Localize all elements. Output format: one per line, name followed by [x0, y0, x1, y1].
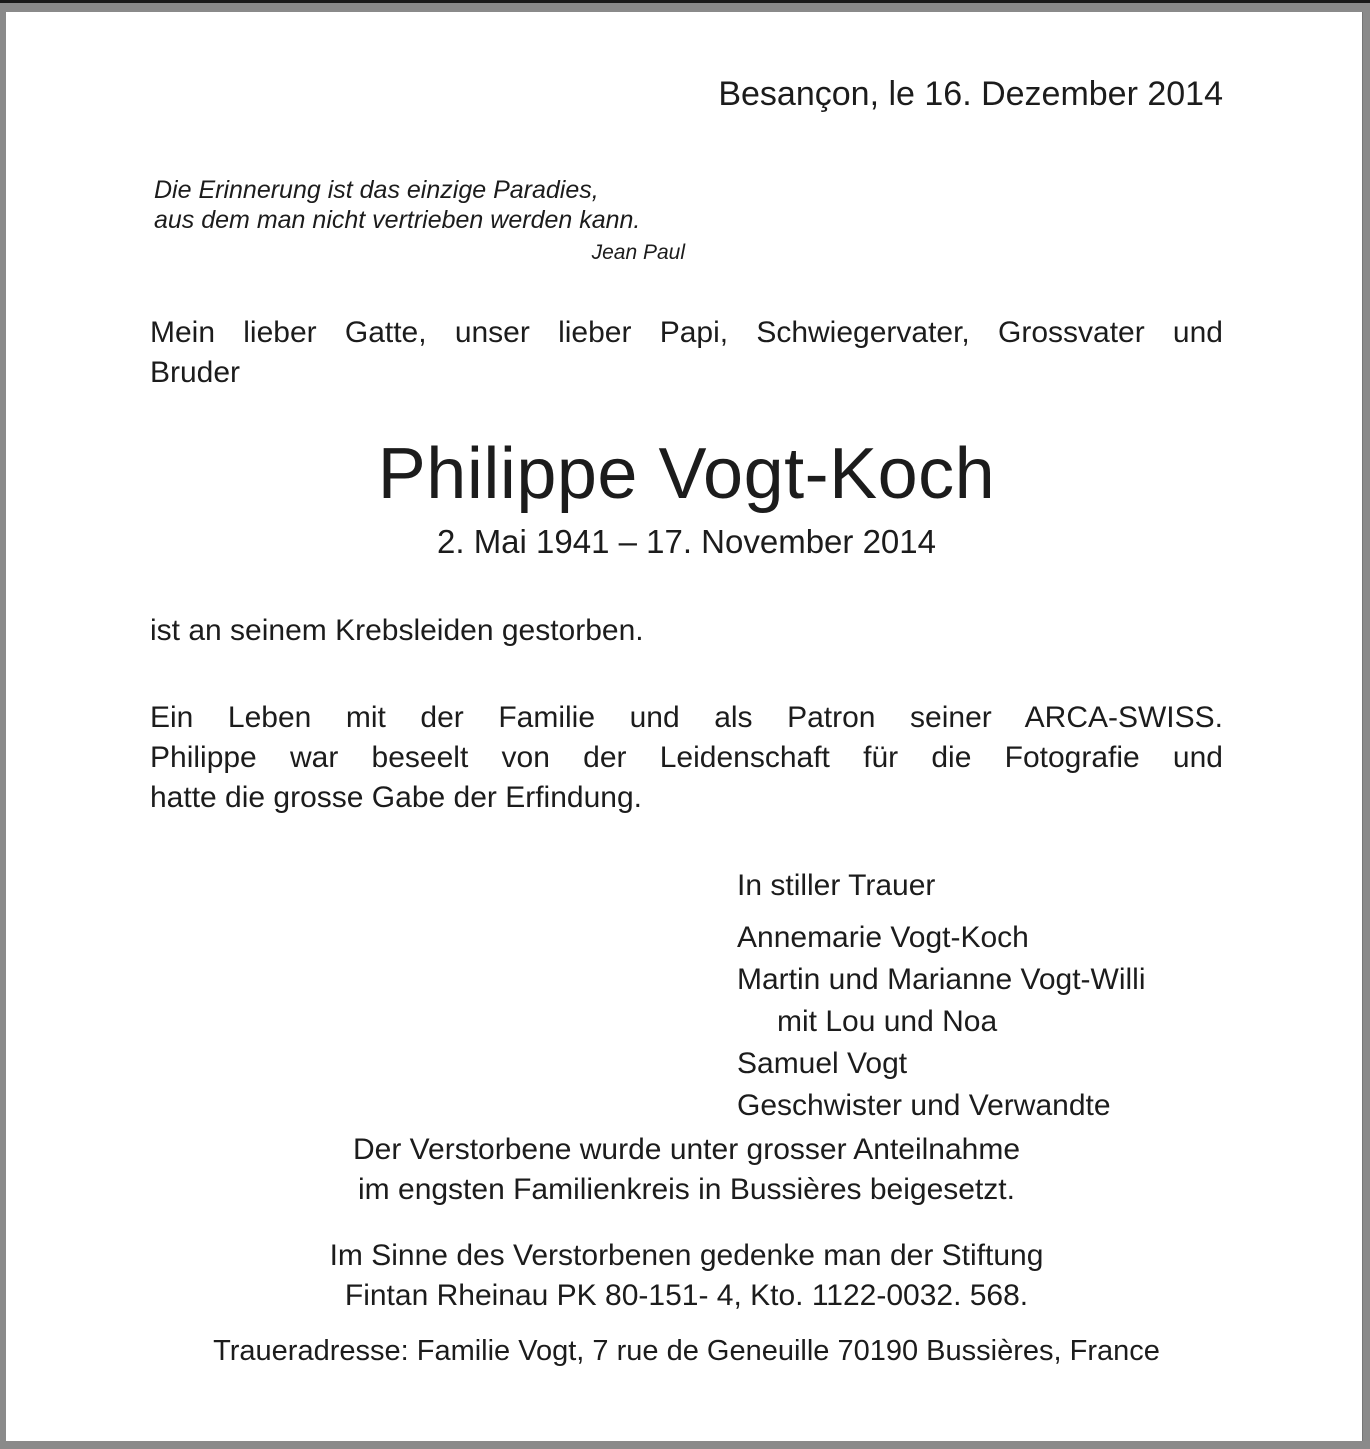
eulogy — [150, 698, 1223, 818]
mourner-name: Geschwister und Verwandte — [737, 1089, 1111, 1122]
epigraph-attribution: Jean Paul — [591, 241, 685, 264]
mourner-name-grandchildren: mit Lou und Noa — [777, 1005, 998, 1038]
mourning-address: Traueradresse: Familie Vogt, 7 rue de Geneuille 70190 Bussières, France — [213, 1335, 1160, 1367]
dateline: Besançon, le 16. Dezember 2014 — [718, 75, 1223, 113]
burial-line-1: Der Verstorbene wurde unter grosser Anteilnahme — [352, 1133, 1021, 1166]
burial-line-2: im engsten Familienkreis in Bussières beigesetzt. — [358, 1173, 1015, 1206]
mourning-header: In stiller Trauer — [737, 869, 936, 902]
mourner-name: Martin und Marianne Vogt-Willi — [737, 963, 1146, 996]
life-dates: 2. Mai 1941 – 17. November 2014 — [437, 523, 936, 560]
mourner-name: Annemarie Vogt-Koch — [737, 921, 1029, 954]
epigraph-line-2: aus dem man nicht vertrieben werden kann. — [154, 206, 641, 234]
salutation-line-2: Bruder — [150, 356, 241, 389]
salutation — [150, 313, 1223, 393]
eulogy-line-3: hatte die grosse Gabe der Erfindung. — [150, 781, 642, 814]
epigraph-line-1: Die Erinnerung ist das einzige Paradies, — [154, 176, 599, 204]
burial-note — [150, 1130, 1223, 1210]
eulogy-line-2: Philippe war beseelt von der Leidenschaft für die Fotografie und — [150, 741, 1223, 774]
salutation-line-1: Mein lieber Gatte, unser lieber Papi, Schwiegervater, Grossvater und — [150, 316, 1223, 349]
mourner-name: Samuel Vogt — [737, 1047, 908, 1080]
donation-line-1: Im Sinne des Verstorbenen gedenke man der Stiftung — [329, 1239, 1044, 1272]
eulogy-line-1: Ein Leben mit der Familie und als Patron seiner ARCA-SWISS. — [150, 701, 1223, 734]
death-statement: ist an seinem Krebsleiden gestorben. — [150, 614, 644, 647]
donation-note — [150, 1236, 1223, 1316]
obituary-page — [6, 12, 1363, 1441]
mourners-block — [737, 865, 1297, 1127]
deceased-name: Philippe Vogt-Koch — [377, 434, 996, 514]
epigraph — [154, 175, 691, 268]
donation-line-2: Fintan Rheinau PK 80-151- 4, Kto. 1122-0032. 568. — [344, 1279, 1029, 1312]
scan-edge-strip — [0, 0, 1370, 3]
